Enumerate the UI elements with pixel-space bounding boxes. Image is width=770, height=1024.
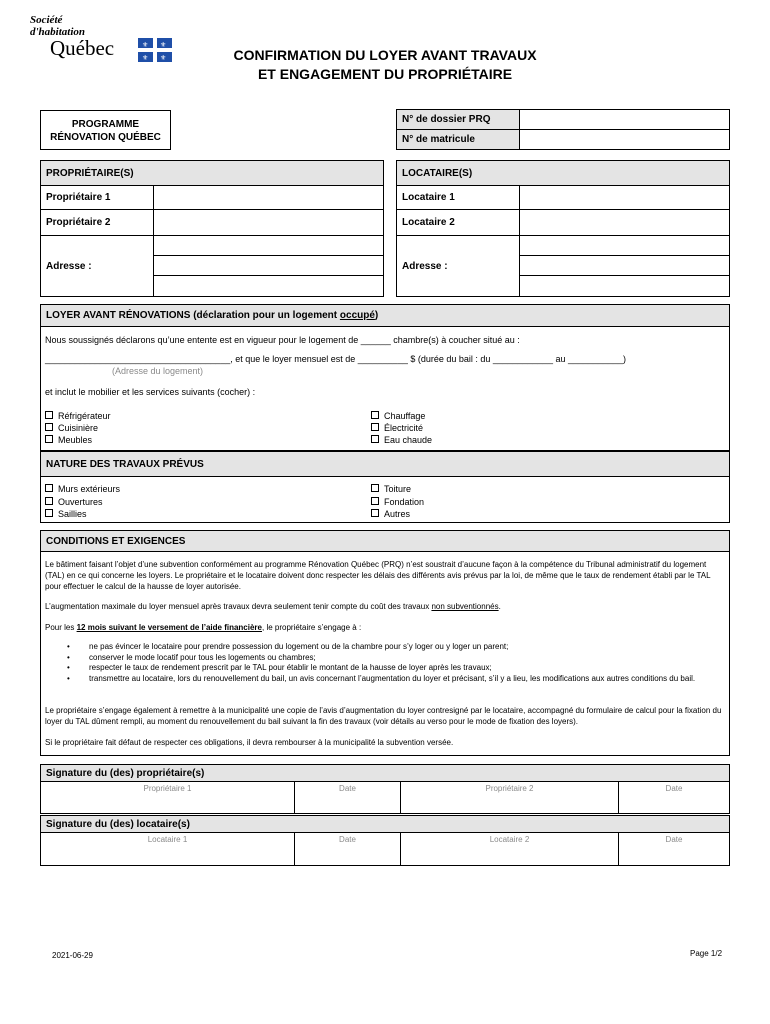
tenant2-date-label: Date — [665, 835, 683, 844]
conditions-p2-end: . — [498, 602, 501, 611]
owner1-signature-field[interactable] — [40, 781, 295, 814]
checkbox[interactable] — [45, 435, 53, 443]
works-item-label: Ouvertures — [58, 496, 103, 507]
conditions-p1: Le bâtiment faisant l’objet d’une subvention conformément au programme Rénovation Québec (PRQ) n’est soustrait d’aucune façon à la compétence du Tribunal administratif du logement (TAL) en ce qui concerne les loyers. Le propriétaire et le locataire doivent donc respecter les délais des différents avis prévus par la loi, de même que le taux de rendement établi par le TAL pour effectuer le calcul de la hausse de loyer autorisée. — [45, 560, 711, 591]
owner2-signature-label: Propriétaire 2 — [485, 784, 534, 793]
rent-items-right — [371, 410, 432, 446]
tenant-address-label: Adresse : — [396, 235, 520, 297]
list-item: • conserver le mode locatif pour tous les logements ou chambres; — [45, 653, 727, 664]
rent-item-label: Chauffage — [384, 411, 426, 421]
program-box — [40, 110, 171, 150]
checkbox[interactable] — [371, 435, 379, 443]
owner1-date-label: Date — [339, 784, 356, 793]
owner2-signature-field[interactable] — [400, 781, 619, 814]
checkbox[interactable] — [371, 423, 379, 431]
tenant2-field[interactable] — [519, 209, 730, 236]
checkbox[interactable] — [45, 509, 53, 517]
tenant1-field[interactable] — [519, 185, 730, 210]
rent-item-label: Meubles — [58, 435, 93, 445]
footer-page: Page 1/2 — [690, 949, 723, 958]
rent-item-label: Cuisinière — [58, 423, 99, 433]
owner-address-field-2[interactable] — [153, 255, 384, 276]
conditions-header: CONDITIONS ET EXIGENCES — [40, 530, 730, 552]
tenant-address-field-3[interactable] — [519, 275, 730, 297]
works-item-exterior-walls[interactable] — [45, 483, 120, 496]
svg-text:⚜: ⚜ — [142, 54, 149, 62]
matricule-label: N° de matricule — [396, 129, 520, 150]
conditions-p2-underlined: non subventionnés — [431, 602, 499, 611]
tenant-address-field-1[interactable] — [519, 235, 730, 256]
title-line1: CONFIRMATION DU LOYER AVANT TRAVAUX — [233, 47, 537, 63]
tenant2-signature-field[interactable] — [400, 832, 619, 866]
rent-item-heating[interactable] — [371, 410, 432, 422]
owner2-label: Propriétaire 2 — [40, 209, 154, 236]
svg-text:⚜: ⚜ — [160, 54, 167, 62]
owner-address-label: Adresse : — [40, 235, 154, 297]
tenant1-date-label: Date — [339, 835, 356, 844]
rent-header-main: LOYER AVANT RÉNOVATIONS (déclaration pour un logement — [46, 310, 340, 321]
conditions-p2-main: L’augmentation maximale du loyer mensuel après travaux devra seulement tenir compte du coût des travaux — [45, 602, 432, 611]
conditions-p3-underlined: 12 mois suivant le versement de l’aide financière — [76, 623, 262, 632]
logo — [30, 14, 180, 64]
logo-name: Québec — [50, 36, 115, 60]
owner2-date-field[interactable] — [618, 781, 730, 814]
conditions-bullets — [45, 642, 727, 684]
tenant1-signature-label: Locataire 1 — [147, 835, 188, 844]
tenant1-date-field[interactable] — [294, 832, 401, 866]
works-header: NATURE DES TRAVAUX PRÉVUS — [40, 451, 730, 477]
works-item-roof[interactable] — [371, 483, 424, 496]
rent-item-label: Eau chaude — [384, 435, 433, 445]
works-item-label: Saillies — [58, 509, 87, 519]
rent-header — [40, 304, 730, 327]
quebec-flag-icon — [138, 38, 172, 62]
list-item: • ne pas évincer le locataire pour prendre possession du logement ou de la chambre pour s’y loger ou y loger un parent; — [45, 642, 727, 653]
checkbox[interactable] — [371, 497, 379, 505]
works-item-projections[interactable] — [45, 508, 120, 521]
conditions-p4: Le propriétaire s’engage également à remettre à la municipalité une copie de l’avis d’augmentation du loyer contresigné par le locataire, accompagné du formulaire de calcul pour la fixation du loyer du TAL dûment rempli, au moment du renouvellement du bail suivant la fin des travaux (voir détails au verso pour le mode de fixation des loyers). — [45, 706, 722, 726]
checkbox[interactable] — [371, 411, 379, 419]
works-item-other[interactable] — [371, 508, 424, 521]
rent-address-hint: (Adresse du logement) — [112, 366, 204, 376]
owner1-date-field[interactable] — [294, 781, 401, 814]
program-line2: RÉNOVATION QUÉBEC — [50, 132, 161, 143]
footer-date: 2021-06-29 — [52, 951, 93, 960]
conditions-p3 — [45, 622, 725, 633]
tenants-header: LOCATAIRE(S) — [396, 160, 730, 186]
owners-signature-header: Signature du (des) propriétaire(s) — [40, 764, 730, 782]
list-item: • transmettre au locataire, lors du renouvellement du bail, un avis concernant l’augmentation du loyer et précisant, s’il y a lieu, les modifications aux autres conditions du bail. — [45, 674, 727, 685]
works-item-foundation[interactable] — [371, 496, 424, 509]
svg-text:⚜: ⚜ — [142, 41, 149, 49]
checkbox[interactable] — [45, 484, 53, 492]
conditions-p5: Si le propriétaire fait défaut de respecter ces obligations, il devra rembourser à la municipalité la subvention versée. — [45, 738, 454, 747]
rent-line1: Nous soussignés déclarons qu’une entente est en vigueur pour le logement de ______ chambre(s) à coucher situé au : — [45, 335, 520, 345]
prq-label: N° de dossier PRQ — [396, 109, 520, 130]
rent-item-refrigerator[interactable] — [45, 410, 111, 422]
rent-item-hot-water[interactable] — [371, 434, 432, 446]
rent-line2: _____________________________________, et que le loyer mensuel est de __________ $ (durée du bail : du ____________ au ___________) — [45, 354, 627, 364]
tenant1-signature-field[interactable] — [40, 832, 295, 866]
rent-line3: et inclut le mobilier et les services suivants (cocher) : — [45, 387, 256, 397]
svg-text:⚜: ⚜ — [160, 41, 167, 49]
rent-item-stove[interactable] — [45, 422, 111, 434]
program-line1: PROGRAMME — [71, 119, 140, 130]
works-item-label: Autres — [384, 509, 411, 519]
works-items-right — [371, 483, 424, 521]
owner-address-field-1[interactable] — [153, 235, 384, 256]
rent-item-furniture[interactable] — [45, 434, 111, 446]
title-line2: ET ENGAGEMENT DU PROPRIÉTAIRE — [257, 66, 513, 82]
rent-item-label: Électricité — [384, 423, 424, 433]
tenant2-label: Locataire 2 — [396, 209, 520, 236]
matricule-field[interactable] — [519, 129, 730, 150]
tenant2-signature-label: Locataire 2 — [489, 835, 530, 844]
rent-items-left — [45, 410, 111, 446]
works-item-label: Toiture — [384, 484, 412, 494]
owner1-signature-label: Propriétaire 1 — [143, 784, 192, 793]
works-items-left — [45, 483, 120, 521]
tenant1-label: Locataire 1 — [396, 185, 520, 210]
conditions-p3-end: , le propriétaire s’engage à : — [262, 623, 362, 632]
page-title — [170, 46, 600, 84]
checkbox[interactable] — [45, 423, 53, 431]
works-item-label: Fondation — [384, 496, 425, 507]
checkbox[interactable] — [371, 484, 379, 492]
checkbox[interactable] — [371, 509, 379, 517]
works-item-openings[interactable] — [45, 496, 120, 509]
rent-item-label: Réfrigérateur — [58, 411, 111, 421]
conditions-p3-start: Pour les — [45, 623, 77, 632]
tenant2-date-field[interactable] — [618, 832, 730, 866]
rent-header-end: ) — [374, 310, 379, 321]
conditions-p2 — [45, 601, 725, 612]
checkbox[interactable] — [45, 411, 53, 419]
prq-field[interactable] — [519, 109, 730, 130]
works-item-label: Murs extérieurs — [58, 484, 121, 494]
checkbox[interactable] — [45, 497, 53, 505]
tenant-address-field-2[interactable] — [519, 255, 730, 276]
rent-item-electricity[interactable] — [371, 422, 432, 434]
logo-line1: Société — [30, 14, 63, 26]
owner2-date-label: Date — [665, 784, 683, 793]
owner-address-field-3[interactable] — [153, 275, 384, 297]
rent-header-underlined: occupé — [339, 310, 375, 321]
owners-header: PROPRIÉTAIRE(S) — [40, 160, 384, 186]
list-item: • respecter le taux de rendement prescrit par le TAL pour établir le montant de la hausse de loyer après les travaux; — [45, 663, 727, 674]
owner2-field[interactable] — [153, 209, 384, 236]
owner1-label: Propriétaire 1 — [40, 185, 154, 210]
logo-line2: d'habitation — [30, 26, 86, 38]
owner1-field[interactable] — [153, 185, 384, 210]
tenants-signature-header: Signature du (des) locataire(s) — [40, 815, 730, 833]
